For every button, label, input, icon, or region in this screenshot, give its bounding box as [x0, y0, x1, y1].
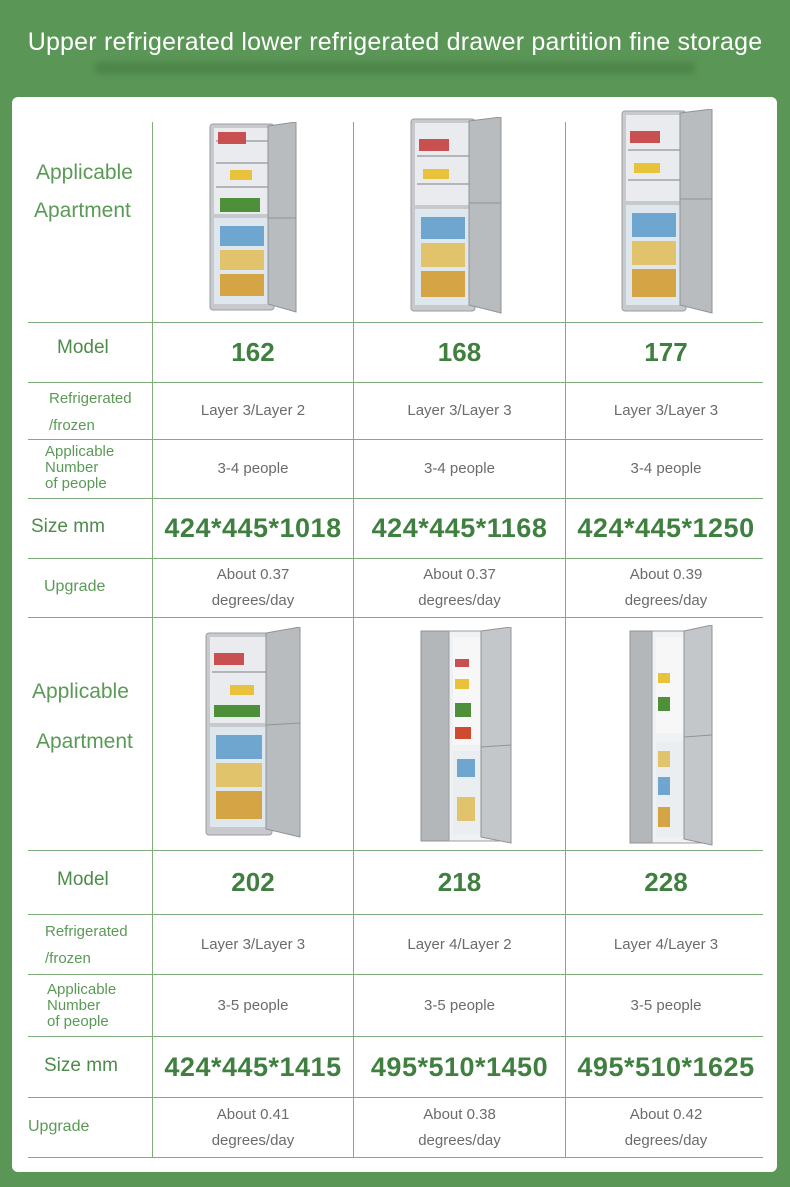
- label-size-mm: Size mm: [44, 1055, 118, 1077]
- people-value: 3-5 people: [630, 996, 702, 1014]
- label-applicable-number: Applicable Number of people: [45, 443, 115, 492]
- people-value: 3-4 people: [424, 460, 495, 477]
- layers-value: Layer 3/Layer 3: [200, 935, 306, 953]
- people-value: 3-4 people: [630, 460, 702, 477]
- layers-value: Layer 3/Layer 3: [407, 402, 512, 419]
- people-value: 3-5 people: [217, 996, 289, 1014]
- title-reflection: [95, 62, 695, 74]
- model-value: 162: [231, 337, 275, 367]
- size-value: 495*510*1625: [577, 1051, 755, 1082]
- upgrade-value: About 0.37 degrees/day: [211, 566, 295, 609]
- people-value: 3-5 people: [424, 996, 495, 1014]
- size-value: 495*510*1450: [370, 1051, 549, 1082]
- layers-value: Layer 4/Layer 2: [407, 935, 512, 953]
- upgrade-value: About 0.39 degrees/day: [624, 566, 708, 609]
- model-value: 218: [437, 867, 482, 897]
- model-value: 168: [437, 337, 482, 367]
- label-upgrade: Upgrade: [44, 577, 106, 595]
- layers-value: Layer 3/Layer 2: [200, 402, 306, 419]
- size-value: 424*445*1168: [371, 513, 548, 543]
- size-value: 424*445*1250: [577, 513, 755, 543]
- double-door-refrigerator-icon: [409, 117, 505, 320]
- label-model: Model: [57, 868, 109, 890]
- label-upgrade: Upgrade: [28, 1117, 90, 1135]
- label-size-mm: Size mm: [31, 516, 105, 538]
- label-refrigerated-frozen: Refrigerated /frozen: [49, 389, 132, 434]
- double-door-refrigerator-icon: [419, 627, 515, 850]
- header-banner: [0, 0, 790, 96]
- size-value: 424*445*1018: [164, 513, 342, 543]
- double-door-refrigerator-icon: [208, 122, 300, 319]
- label-model: Model: [57, 336, 109, 358]
- upgrade-value: About 0.42 degrees/day: [624, 1105, 708, 1149]
- layers-value: Layer 4/Layer 3: [613, 935, 719, 953]
- label-refrigerated-frozen: Refrigerated /frozen: [45, 922, 128, 967]
- upgrade-value: About 0.38 degrees/day: [418, 1105, 501, 1149]
- label-applicable-apartment: Applicable Apartment: [32, 679, 133, 753]
- model-value: 202: [231, 867, 275, 897]
- layers-value: Layer 3/Layer 3: [613, 402, 719, 419]
- double-door-refrigerator-icon: [204, 627, 302, 844]
- label-applicable-number: Applicable Number of people: [47, 981, 117, 1030]
- spec-table-1: [12, 97, 777, 617]
- people-value: 3-4 people: [217, 460, 289, 477]
- comparison-card: [12, 97, 777, 1172]
- upgrade-value: About 0.41 degrees/day: [211, 1105, 295, 1149]
- page-title: Upper refrigerated lower refrigerated drawer partition fine storage: [27, 28, 763, 56]
- model-value: 228: [644, 867, 688, 897]
- spec-table-2: [12, 617, 777, 1162]
- label-applicable-apartment: Applicable Apartment: [34, 160, 133, 222]
- double-door-refrigerator-icon: [620, 109, 716, 320]
- double-door-refrigerator-icon: [628, 625, 714, 852]
- grid-line: [28, 1157, 763, 1158]
- size-value: 424*445*1415: [164, 1051, 342, 1082]
- upgrade-value: About 0.37 degrees/day: [418, 566, 501, 609]
- model-value: 177: [644, 337, 688, 367]
